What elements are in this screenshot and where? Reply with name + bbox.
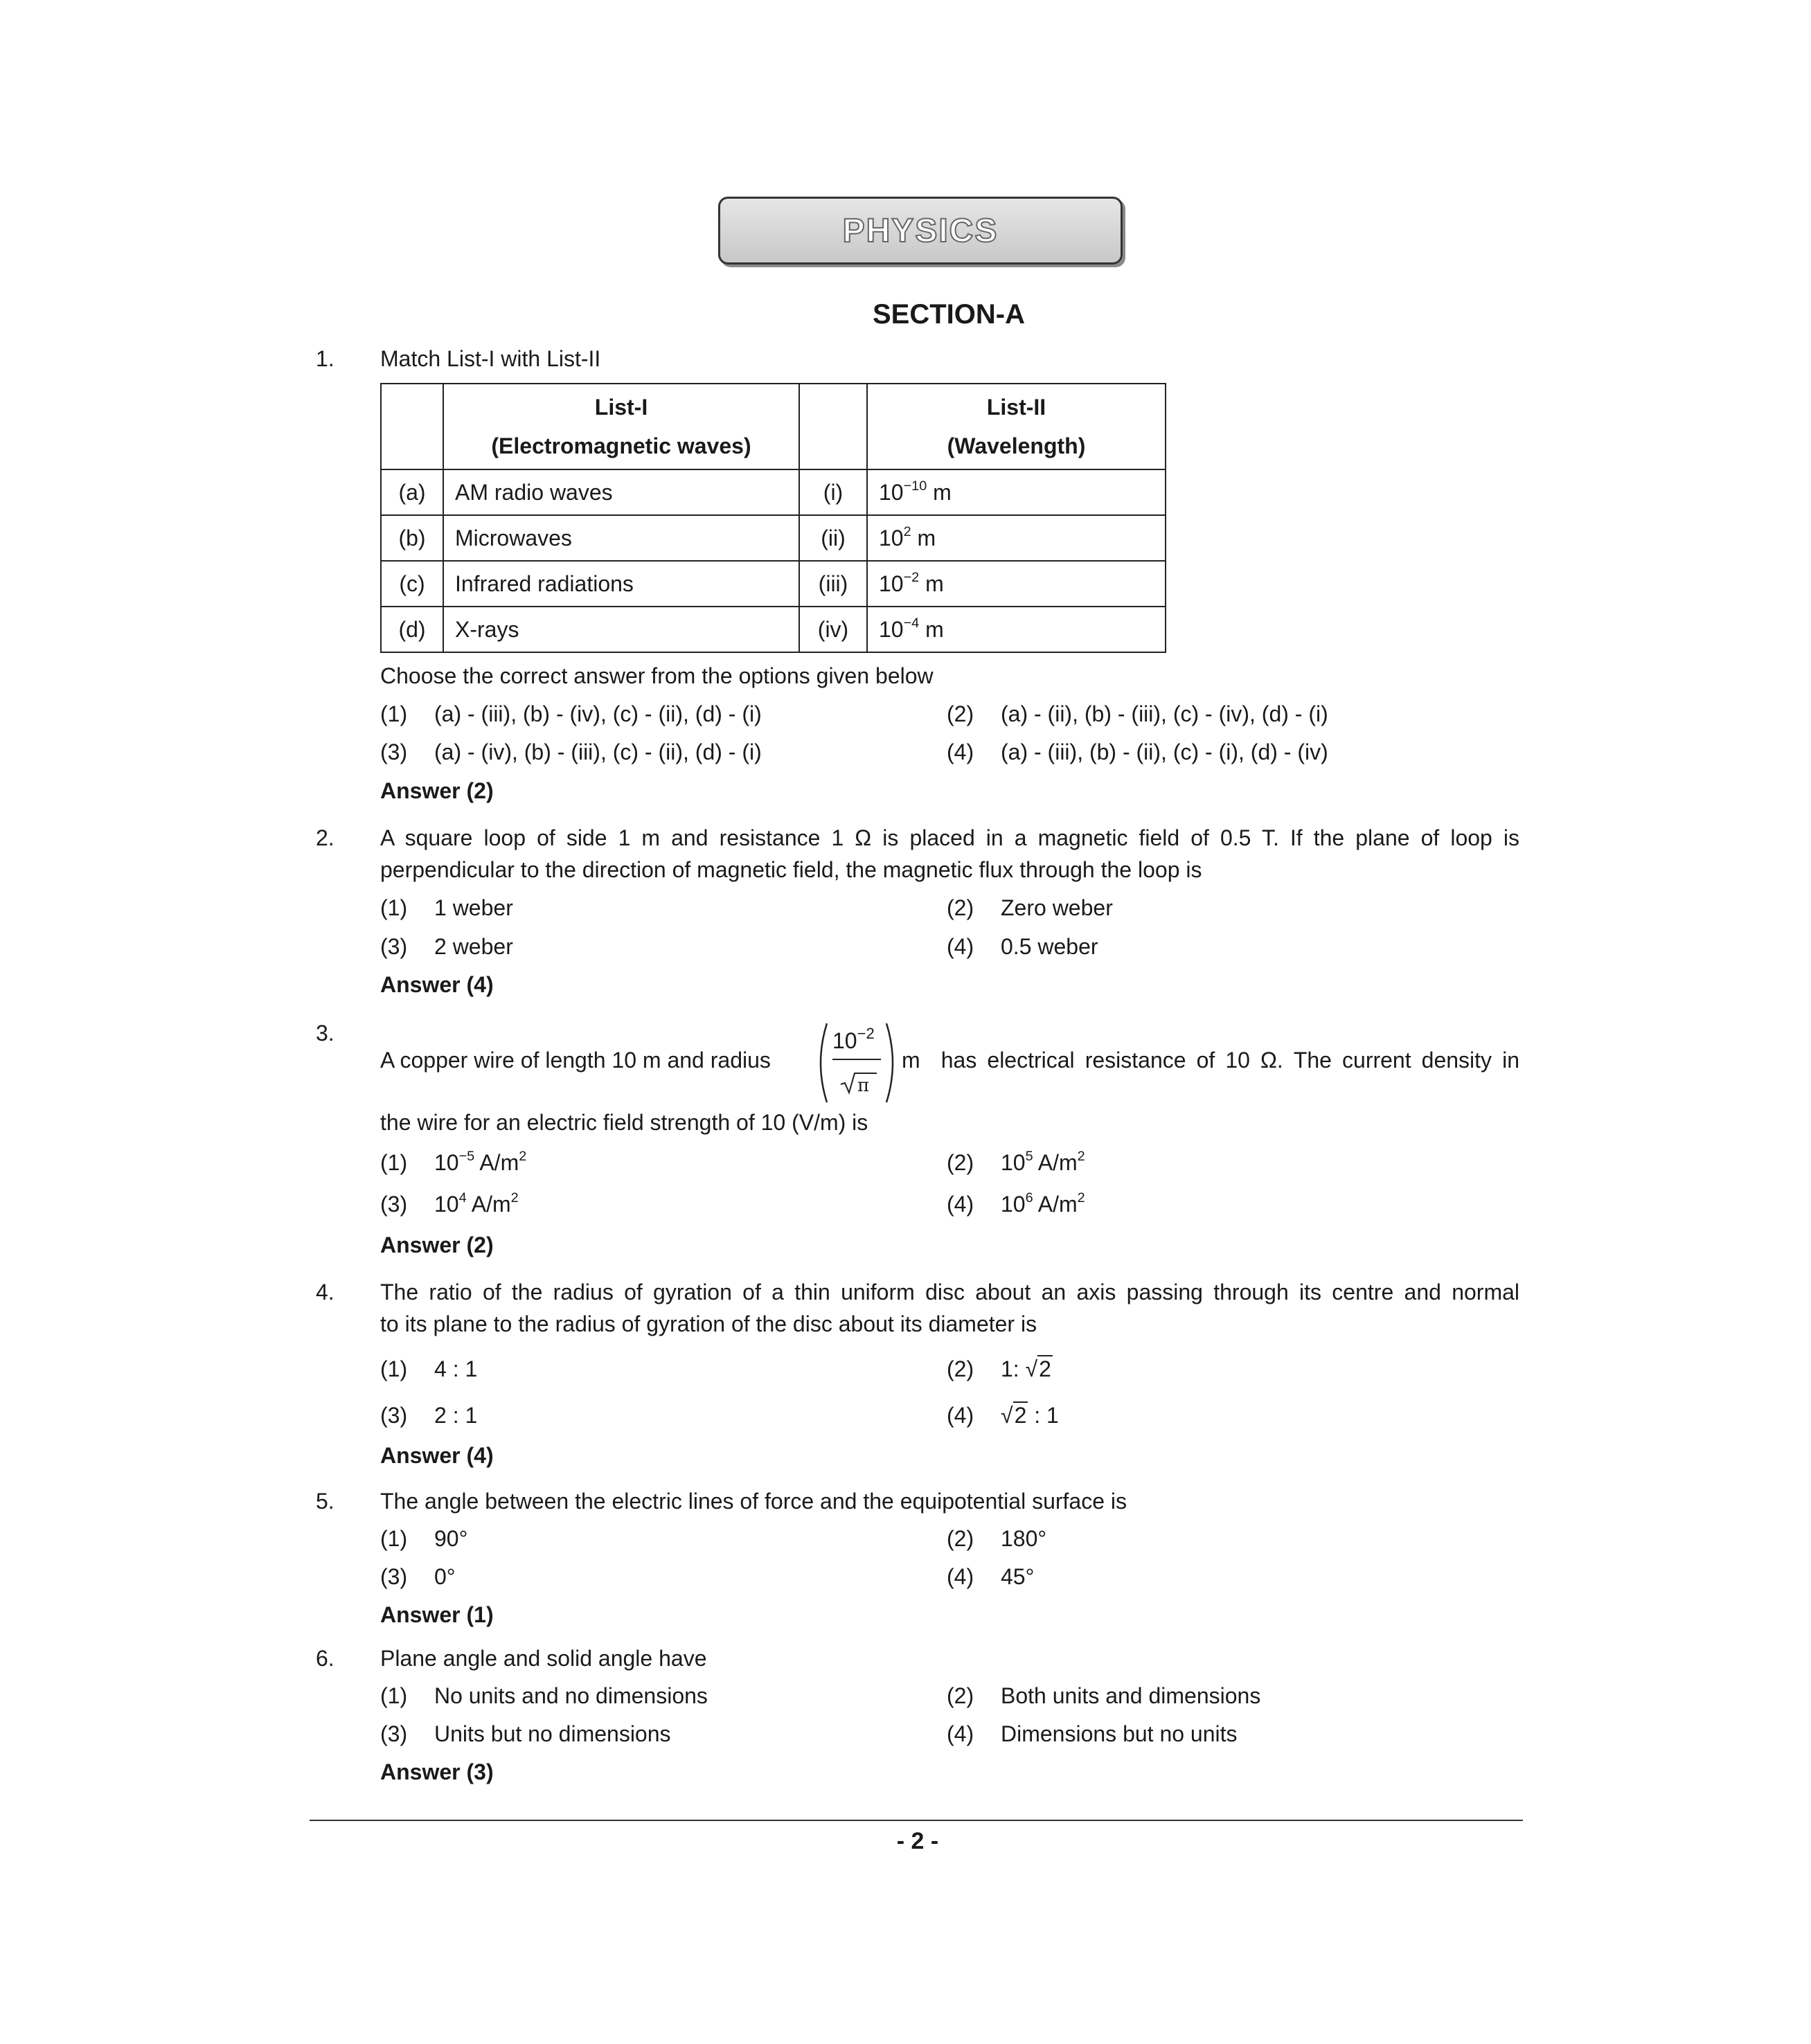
page-number: - 2 - — [896, 1828, 939, 1854]
option-1[interactable]: (1) 1 weber — [380, 895, 513, 920]
row-key: (b) — [381, 515, 443, 561]
question-text: A copper wire of length 10 m and radius — [380, 1048, 771, 1073]
question-number: 6. — [316, 1646, 334, 1671]
option-1[interactable]: (1) $10^{-5}$ $A/m^2$ — [380, 1149, 527, 1175]
row-key: (c) — [381, 561, 443, 607]
question-text: The ratio of the radius of gyration of a thin uniform disc about an axis passing through its centre and normal — [380, 1280, 1519, 1305]
option-2[interactable]: (2) Both units and dimensions — [947, 1683, 1261, 1708]
option-4[interactable]: (4) 0.5 weber — [947, 934, 1098, 959]
match-table — [380, 383, 1166, 653]
option-3[interactable]: (3) (a) - (iv), (b) - (iii), (c) - (ii), (d) - (i) — [380, 739, 762, 764]
row-wavelength: $10^{-4}$ m — [867, 607, 1166, 652]
option-4[interactable]: (4) $10^6$ $A/m^2$ — [947, 1190, 1085, 1217]
question-text: the wire for an electric field strength of 10 (V/m) is — [380, 1110, 868, 1135]
option-4[interactable]: (4) √2 : 1 — [947, 1403, 1059, 1428]
row-key: (a) — [381, 469, 443, 515]
row-item: Microwaves — [443, 515, 799, 561]
option-1[interactable]: (1) No units and no dimensions — [380, 1683, 708, 1708]
list1-header — [443, 384, 799, 469]
option-1[interactable]: (1) (a) - (iii), (b) - (iv), (c) - (ii), (d) - (i) — [380, 701, 762, 726]
row-roman: (i) — [799, 469, 867, 515]
row-roman: (ii) — [799, 515, 867, 561]
option-3[interactable]: (3) $10^4$ $A/m^2$ — [380, 1190, 519, 1217]
option-4[interactable]: (4) Dimensions but no units — [947, 1721, 1238, 1746]
option-1[interactable]: (1) 4 : 1 — [380, 1356, 478, 1381]
option-2[interactable]: (2) 180° — [947, 1526, 1047, 1551]
row-wavelength: $10^{-2}$ m — [867, 561, 1166, 607]
choose-instruction: Choose the correct answer from the options given below — [380, 663, 934, 688]
table-row — [381, 515, 1166, 561]
list1-title: List-I — [594, 395, 648, 420]
row-roman: (iv) — [799, 607, 867, 652]
option-2[interactable]: (2) (a) - (ii), (b) - (iii), (c) - (iv), (d) - (i) — [947, 701, 1328, 726]
row-item: X-rays — [443, 607, 799, 652]
option-3[interactable]: (3) 2 weber — [380, 934, 513, 959]
question-number: 3. — [316, 1021, 334, 1046]
answer: Answer (4) — [380, 972, 494, 997]
row-wavelength: $10^{-10}$ m — [867, 469, 1166, 515]
section-title: SECTION-A — [873, 299, 1025, 330]
option-3[interactable]: (3) 0° — [380, 1564, 456, 1589]
svg-text:10−2: $10^{-2}$ — [832, 1025, 875, 1053]
subject-title: PHYSICS — [842, 212, 999, 249]
option-2[interactable]: (2) $10^5$ $A/m^2$ — [947, 1149, 1085, 1175]
question-text: A square loop of side 1 m and resistance 1 Ω is placed in a magnetic field of 0.5 T. If the plane of loop is — [380, 825, 1519, 850]
question-number: 1. — [316, 346, 334, 371]
table-cell — [799, 384, 867, 469]
row-item: Infrared radiations — [443, 561, 799, 607]
svg-text:π: π — [857, 1075, 870, 1096]
question-number: 5. — [316, 1489, 334, 1514]
question-number: 4. — [316, 1280, 334, 1305]
question-text: Match List-I with List-II — [380, 346, 601, 371]
list2-subtitle: (Wavelength) — [947, 433, 1086, 458]
row-roman: (iii) — [799, 561, 867, 607]
table-row — [381, 561, 1166, 607]
question-text: perpendicular to the direction of magnetic field, the magnetic flux through the loop is — [380, 857, 1202, 882]
table-cell — [381, 384, 443, 469]
list2-header — [867, 384, 1166, 469]
radius-fraction — [812, 1018, 902, 1108]
answer: Answer (3) — [380, 1759, 494, 1784]
table-row — [381, 469, 1166, 515]
option-3[interactable]: (3) 2 : 1 — [380, 1403, 478, 1428]
list2-title: List-II — [986, 395, 1046, 420]
option-4[interactable]: (4) 45° — [947, 1564, 1035, 1589]
question-text: to its plane to the radius of gyration of the disc about its diameter is — [380, 1311, 1037, 1336]
question-text: m has electrical resistance of 10 Ω. The current density in — [902, 1048, 1519, 1073]
question-text: The angle between the electric lines of force and the equipotential surface is — [380, 1489, 1127, 1514]
answer: Answer (2) — [380, 1232, 494, 1257]
row-key: (d) — [381, 607, 443, 652]
option-3[interactable]: (3) Units but no dimensions — [380, 1721, 671, 1746]
subject-banner — [718, 197, 1123, 265]
list1-subtitle: (Electromagnetic waves) — [491, 433, 751, 458]
question-text: Plane angle and solid angle have — [380, 1646, 707, 1671]
question-number: 2. — [316, 825, 334, 850]
answer: Answer (1) — [380, 1602, 494, 1627]
option-2[interactable]: (2) Zero weber — [947, 895, 1113, 920]
option-1[interactable]: (1) 90° — [380, 1526, 468, 1551]
answer: Answer (4) — [380, 1443, 494, 1468]
table-row — [381, 607, 1166, 652]
row-item: AM radio waves — [443, 469, 799, 515]
row-wavelength: $10^2$ m — [867, 515, 1166, 561]
option-4[interactable]: (4) (a) - (iii), (b) - (ii), (c) - (i), (d) - (iv) — [947, 739, 1328, 764]
table-header-row — [381, 384, 1166, 469]
answer: Answer (2) — [380, 778, 494, 803]
footer-divider — [310, 1820, 1523, 1821]
option-2[interactable]: (2) 1: √2 — [947, 1356, 1051, 1381]
